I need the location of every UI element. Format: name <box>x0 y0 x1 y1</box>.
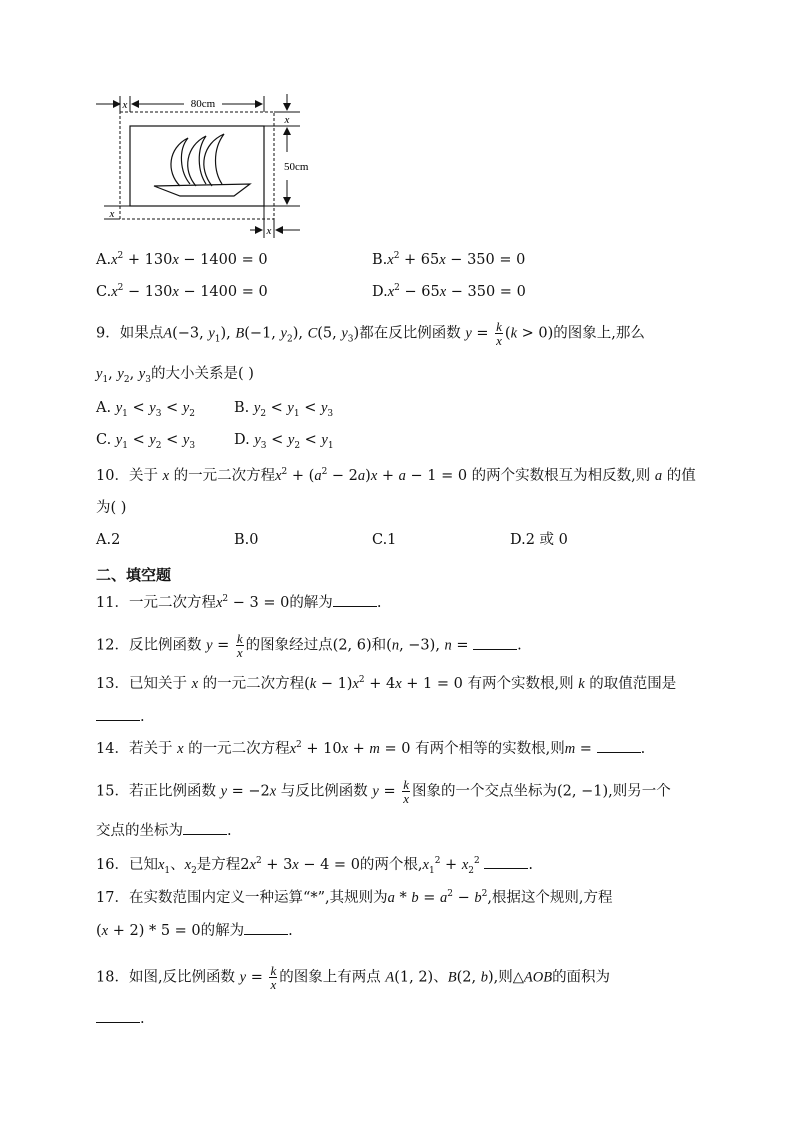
question-12: 12．反比例函数 y = $\frac{k}{x}$ 的图象经过点(2, 6)和(n, −3), n = . <box>96 631 522 660</box>
answer-blank[interactable] <box>473 635 517 650</box>
question-18: 18．如图,反比例函数 y = $\frac{k}{x}$ 的图象上有两点 A(1, 2)、B(2, b),则△AOB的面积为 <box>96 963 611 992</box>
section-heading: 二、填空题 <box>96 566 172 584</box>
question-16: 16．已知$x_1$、$x_2$是方程$2x^2 + 3x - 4 = 0$的两个根$,x_1^2 + x_2^2$ . <box>96 854 533 875</box>
question-14: 14．若关于 x 的一元二次方程$x^2 + 10x + m = 0$ 有两个相等的实数根,则m = . <box>96 738 645 759</box>
height-label: 50cm <box>284 161 309 173</box>
x-label-right: x <box>284 114 290 126</box>
question-9-line2: $y_1$, $y_2$, $y_3$的大小关系是( ) <box>96 366 254 385</box>
answer-blank[interactable] <box>183 820 227 835</box>
q9-option-d: D. $y_3 < y_2 < y_1$ <box>234 432 334 451</box>
question-17: 17．在实数范围内定义一种运算“*”,其规则为$a * b = a^2 - b^2$,根据这个规则,方程 <box>96 889 613 906</box>
question-15: 15．若正比例函数 y = −2x 与反比例函数 y = $\frac{k}{x}$ 图象的一个交点坐标为(2, −1),则另一个 <box>96 777 671 806</box>
q8-option-a: $A.x^2 + 130x - 1400 = 0$ <box>96 251 268 268</box>
outer-dashed-border <box>120 112 274 219</box>
q9-option-a: A. $y_1 < y_3 < y_2$ <box>96 400 195 419</box>
q10-option-c: C.1 <box>372 532 397 548</box>
answer-blank[interactable] <box>333 592 377 607</box>
width-label: 80cm <box>190 98 216 110</box>
q9-option-c: C. $y_1 < y_2 < y_3$ <box>96 432 196 451</box>
question-10-line2: 为( ) <box>96 500 127 516</box>
q8-option-d: $D.x^2 - 65x - 350 = 0$ <box>372 283 526 300</box>
frame-diagram <box>92 92 312 242</box>
answer-blank[interactable] <box>597 738 641 753</box>
answer-blank[interactable] <box>484 854 528 869</box>
q10-option-d: D.2 或 0 <box>510 532 568 548</box>
question-9: 9．如果点A(−3, $y_1$), B(−1, $y_2$), C(5, $y_3$)都在反比例函数 y = $\frac{k}{x}$ (k > 0)的图象上,那么 <box>96 319 645 348</box>
question-11: 11．一元二次方程$x^2 - 3 = 0$的解为 . <box>96 592 381 613</box>
q9-option-b: B. $y_2 < y_1 < y_3$ <box>234 400 334 419</box>
boat-drawing <box>154 134 250 196</box>
question-10: 10．关于 x 的一元二次方程$x^2 + (a^2 - 2a)x + a - 1 = 0$ 的两个实数根互为相反数,则 a 的值 <box>96 467 696 484</box>
x-label-top: x <box>122 99 128 111</box>
inner-picture-border <box>130 126 264 206</box>
x-label-left: x <box>109 208 115 220</box>
question-15-line2: 交点的坐标为 . <box>96 820 232 841</box>
answer-blank[interactable] <box>96 1008 140 1023</box>
question-18-line2: . <box>96 1008 145 1029</box>
q8-option-b: $B.x^2 + 65x - 350 = 0$ <box>372 251 526 268</box>
answer-blank[interactable] <box>244 920 288 935</box>
question-13: 13．已知关于 x 的一元二次方程$(k - 1)x^2 + 4x + 1 = 0$ 有两个实数根,则 k 的取值范围是 <box>96 675 677 692</box>
answer-blank[interactable] <box>96 706 140 721</box>
q10-option-b: B.0 <box>234 532 259 548</box>
x-label-bottom: x <box>266 225 272 237</box>
question-17-line2: (x + 2) * 5 = 0的解为 . <box>96 920 293 941</box>
question-13-line2: . <box>96 706 145 727</box>
q10-option-a: A.2 <box>96 532 121 548</box>
q8-option-c: $C.x^2 - 130x - 1400 = 0$ <box>96 283 268 300</box>
